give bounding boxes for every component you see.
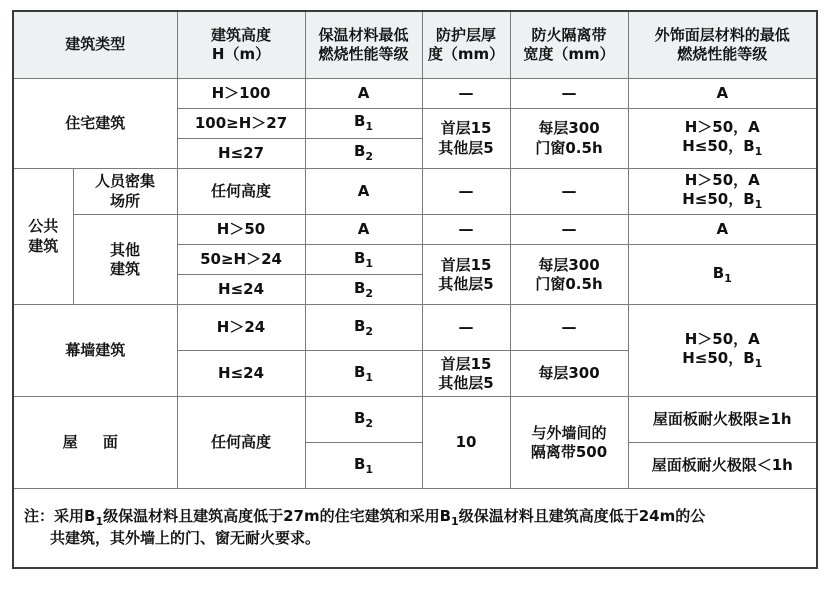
table-row [13,305,817,351]
cell-height: 任何高度 [177,169,305,215]
cell-height: 50≥H＞24 [177,245,305,275]
table-note [13,489,817,569]
subgroup-label-other: 其他 建筑 [73,215,177,305]
cell-insulation: $B_1$ [305,245,422,275]
cell-protective: — [422,79,510,109]
cell-facade: 屋面板耐火极限＜1h [628,443,817,489]
cell-insulation: $B_2$ [305,397,422,443]
header-protective-thickness-line2: 度（mm） [427,45,505,63]
cell-facade: A [628,215,817,245]
cell-insulation: $B_1$ [305,109,422,139]
header-protective-thickness-line1: 防护层厚 [436,25,497,44]
cell-height: H＞24 [177,305,305,351]
cell-facade: H＞50，A H≤50，$B_1$ [628,169,817,215]
header-facade-grade [628,11,817,79]
header-fire-barrier-width-line2: 宽度（mm） [523,45,615,63]
header-row [13,11,817,79]
group-label-curtain-wall: 幕墙建筑 [13,305,177,397]
cell-height: 任何高度 [177,397,305,489]
cell-barrier: 每层300 门窗0.5h [510,109,628,169]
cell-height: H≤24 [177,275,305,305]
header-building-height-line2: H（m） [211,45,271,63]
cell-insulation: A [305,79,422,109]
group-label-residential: 住宅建筑 [13,79,177,169]
header-insulation-grade-line1: 保温材料最低 [318,25,409,44]
cell-height: H≤24 [177,351,305,397]
header-building-height-line1: 建筑高度 [211,25,272,44]
cell-facade: A [628,79,817,109]
table-row [13,169,817,215]
header-protective-thickness [422,11,510,79]
cell-barrier: — [510,79,628,109]
cell-height: H≤27 [177,139,305,169]
header-building-type: 建筑类型 [13,11,177,79]
table-header [13,11,817,79]
header-facade-grade-line1: 外饰面层材料的最低 [654,25,790,44]
cell-protective: — [422,305,510,351]
cell-barrier: — [510,169,628,215]
cell-facade: 屋面板耐火极限≥1h [628,397,817,443]
cell-insulation: $B_1$ [305,443,422,489]
cell-facade: H＞50，A H≤50，$B_1$ [628,109,817,169]
table-note-row [13,489,817,569]
cell-barrier: — [510,305,628,351]
note-line-1: 注：采用$B_1$级保温材料且建筑高度低于27m的住宅建筑和采用$B_1$级保温材料且建筑高度低于24m的公 [24,506,706,528]
header-fire-barrier-width [510,11,628,79]
header-building-height [177,11,305,79]
group-label-public: 公共 建筑 [13,169,73,305]
subgroup-label-crowded: 人员密集 场所 [73,169,177,215]
cell-insulation: $B_2$ [305,139,422,169]
cell-height: 100≥H＞27 [177,109,305,139]
cell-protective: 10 [422,397,510,489]
cell-protective: — [422,215,510,245]
cell-protective: 首层15 其他层5 [422,109,510,169]
cell-barrier: — [510,215,628,245]
header-insulation-grade [305,11,422,79]
cell-barrier: 与外墙间的 隔离带500 [510,397,628,489]
cell-facade: H＞50，A H≤50，$B_1$ [628,305,817,397]
cell-protective: 首层15 其他层5 [422,351,510,397]
group-label-roof: 屋 面 [13,397,177,489]
cell-protective: 首层15 其他层5 [422,245,510,305]
cell-insulation: $B_1$ [305,351,422,397]
cell-facade: $B_1$ [628,245,817,305]
cell-barrier: 每层300 门窗0.5h [510,245,628,305]
cell-height: H＞50 [177,215,305,245]
table-row [13,79,817,109]
cell-insulation: $B_2$ [305,275,422,305]
cell-protective: — [422,169,510,215]
cell-insulation: $B_2$ [305,305,422,351]
cell-insulation: A [305,215,422,245]
fire-safety-spec-table [12,10,818,569]
table-row [13,215,817,245]
cell-height: H＞100 [177,79,305,109]
table-body [13,79,817,569]
table-row [13,397,817,443]
cell-barrier: 每层300 [510,351,628,397]
cell-insulation: A [305,169,422,215]
header-insulation-grade-line2: 燃烧性能等级 [318,45,409,63]
header-fire-barrier-width-line1: 防火隔离带 [531,25,607,44]
note-line-2: 共建筑，其外墙上的门、窗无耐火要求。 [50,528,321,547]
header-facade-grade-line2: 燃烧性能等级 [677,45,768,63]
